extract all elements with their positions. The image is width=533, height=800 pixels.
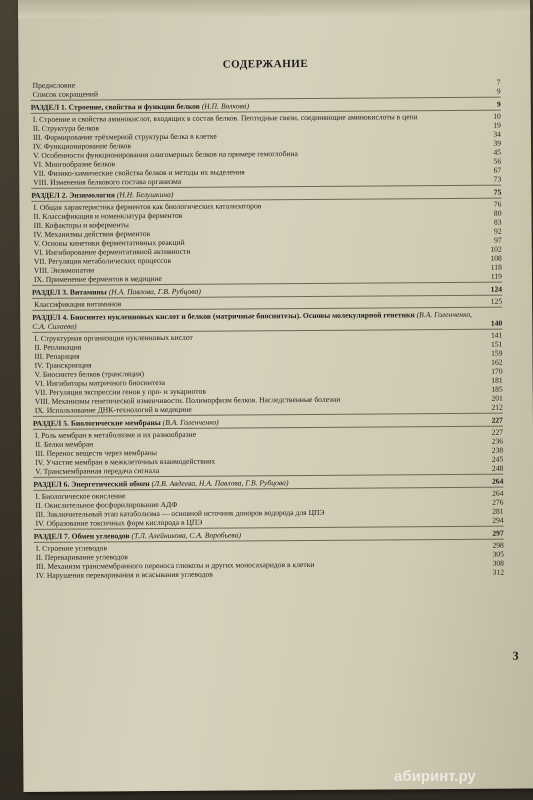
toc-entry-text: V. Основы кинетики ферментативных реакций <box>33 237 185 248</box>
toc-entry-page: 39 <box>493 138 502 148</box>
toc-entry-page: 162 <box>491 357 503 367</box>
toc-entry-page: 108 <box>490 253 502 263</box>
toc-entry-page: 227 <box>491 427 504 437</box>
page-number: 3 <box>512 648 519 663</box>
toc-entry-text: III. Формирование трёхмерной структуры белка в клетке <box>32 131 217 142</box>
toc-sections <box>31 97 504 580</box>
toc-entry-page: 83 <box>493 217 502 227</box>
toc-entry-text: VI. Ингибиторы матричного биосинтеза <box>34 377 166 388</box>
toc-entry-text: Список сокращений <box>32 89 99 99</box>
toc-entry-text: II. Окислительное фосфорилирование АДФ <box>35 499 178 510</box>
toc-entry-text: VII. Регуляция экспрессии генов у про- и эукариотов <box>34 386 206 397</box>
section-page: 140 <box>490 318 503 328</box>
toc-entry-page: 151 <box>490 339 503 349</box>
section-title: РАЗДЕЛ 6. Энергетический обмен <box>33 479 150 489</box>
section-title: РАЗДЕЛ 3. Витамины <box>32 287 107 297</box>
toc-entry-page: 159 <box>491 348 503 358</box>
toc-entry-page: 119 <box>490 271 502 281</box>
toc-entry-text: IV. Функционирование белков <box>32 141 131 151</box>
section-title: РАЗДЕЛ 2. Энзимология <box>31 190 115 200</box>
toc-entry-page: 245 <box>491 454 504 464</box>
page-edge <box>18 0 530 18</box>
toc-entry-page: 298 <box>492 540 504 550</box>
toc-entry-page: 201 <box>491 393 503 403</box>
toc-entry-text: IV. Транскрипция <box>34 360 92 370</box>
toc-entry-text: VIII. Механизмы генетической изменчивости. Полиморфизм белков. Наследственные болезни <box>34 394 341 406</box>
toc-entry-text: III. Перенос веществ через мембраны <box>35 448 157 458</box>
section-title: РАЗДЕЛ 4. Биосинтез нуклеиновых кислот и белков (матричные биосинтезы). Основы молекулярной генетики <box>32 310 415 322</box>
toc-entry-page: 181 <box>491 375 503 385</box>
section-authors: (В.А. Голенченко) <box>162 417 219 428</box>
section-title: РАЗДЕЛ 7. Обмен углеводов <box>33 531 130 541</box>
toc-entry-text: I. Роль мембран в метаболизме и их разнообразие <box>35 429 197 440</box>
toc-entry-text: IV. Нарушения переваривания и всасывания углеводов <box>35 569 213 580</box>
toc-entry-page: 102 <box>490 244 502 254</box>
toc-entry-page: 125 <box>490 296 503 306</box>
toc-entry-text: VII. Физико-химические свойства белков и методы их выделения <box>33 167 245 178</box>
toc-entry-page: 9 <box>496 86 501 96</box>
toc-entry-text: I. Строение углеводов <box>35 543 108 553</box>
toc-entry-page: 308 <box>492 558 504 568</box>
book-page <box>18 0 533 792</box>
toc-entry-text: VIII. Энзимопатии <box>33 265 95 275</box>
toc-entry <box>34 568 504 580</box>
toc-entry-page: 118 <box>490 262 502 272</box>
section-page: 124 <box>490 284 503 294</box>
toc-entry-text: VII. Регуляция метаболических процессов <box>33 255 172 266</box>
toc-entry-page: 19 <box>493 120 501 130</box>
toc-entry-text: V. Трансмембранная передача сигнала <box>35 466 160 476</box>
toc-entry-text: I. Структурная организация нуклеиновых кислот <box>34 332 193 343</box>
section-page: 227 <box>491 415 503 425</box>
section-title: РАЗДЕЛ 1. Строение, свойства и функции белков <box>30 101 200 112</box>
section-authors: (Л.В. Авдеева, Н.А. Павлова, Г.В. Рубцова) <box>151 478 289 489</box>
section-heading <box>32 310 502 331</box>
toc-entry-text: V. Особенности функционирования олигомерных белков на примере гемоглобина <box>33 149 298 160</box>
section-page: 75 <box>493 187 502 197</box>
toc-entry-text: II. Структура белков <box>32 123 99 133</box>
toc-entry-page: 276 <box>492 497 504 507</box>
table-of-contents <box>30 59 504 580</box>
section-page: 264 <box>491 476 504 486</box>
section-page: 297 <box>492 528 504 538</box>
section-authors: (Т.Л. Алейникова, С.А. Воробьева) <box>131 530 242 541</box>
toc-entry-text: II. Белки мембран <box>35 439 94 449</box>
section-authors: (Н.П. Волкова) <box>201 101 250 111</box>
toc-entry-page: 97 <box>494 235 502 245</box>
toc-entry-text: I. Строение и свойства аминокислот, входящих в состав белков. Пептидные связи, соединяющие аминокислоты в цепи <box>32 112 418 124</box>
toc-entry-page: 305 <box>492 549 504 559</box>
toc-entry-text: IV. Образование токсичных форм кислорода в ЦПЭ <box>35 517 203 528</box>
toc-entry-text: IX. Применение ферментов в медицине <box>33 274 162 284</box>
toc-entry-text: IX. Использование ДНК-технологий в медицине <box>34 404 192 415</box>
section-authors: (В.А. Голенченко, С.А. Силаева) <box>32 309 473 331</box>
section-authors: (Н.А. Павлова, Г.В. Рубцова) <box>108 286 201 297</box>
toc-entry-page: 92 <box>494 226 502 236</box>
toc-entry-page: 294 <box>492 515 504 525</box>
toc-entry-text: II. Переваривание углеводов <box>35 552 128 562</box>
toc-entry-page: 236 <box>491 436 504 446</box>
toc-entry-text: VI. Ингибирование ферментативной активности <box>33 246 191 257</box>
toc-entry-text: III. Кофакторы и коферменты <box>33 220 129 230</box>
toc-entry-text: I. Общая характеристика ферментов как биологических катализаторов <box>33 201 262 212</box>
toc-entry-text: III. Репарация <box>34 351 80 361</box>
toc-entry-text: Классификация витаминов <box>34 299 122 309</box>
toc-entry-text: III. Механизм трансмембранного переноса глюкозы и других моносахаридов в клетки <box>35 559 315 571</box>
toc-entry-text: IV. Механизмы действия ферментов <box>33 229 151 239</box>
toc-entry-page: 45 <box>493 147 502 157</box>
toc-entry-page: 281 <box>492 506 504 516</box>
toc-entry-text: III. Заключительный этап катаболизма — основной источник доноров водорода для ЦПЭ <box>35 507 325 519</box>
toc-entry-page: 7 <box>496 77 501 87</box>
toc-entry-page: 34 <box>493 129 501 139</box>
toc-entry-page: 56 <box>493 156 502 166</box>
toc-entry-page: 170 <box>491 366 503 376</box>
toc-entry-text: V. Биосинтез белков (трансляция) <box>34 369 145 379</box>
toc-entry-text: VIII. Изменения белкового состава организма <box>33 176 182 187</box>
toc-entry-page: 80 <box>493 208 502 218</box>
toc-entry-text: Предисловие <box>32 80 76 90</box>
section-title: РАЗДЕЛ 5. Биологические мембраны <box>32 418 161 428</box>
toc-entry-text: I. Биологическое окисление <box>35 491 126 501</box>
toc-entry-page: 212 <box>491 402 503 412</box>
section-page: 9 <box>496 99 501 109</box>
toc-entry-text: II. Репликация <box>34 342 82 352</box>
toc-entry-page: 141 <box>490 330 503 340</box>
toc-entry-page: 67 <box>493 165 502 175</box>
toc-entry-page: 10 <box>493 111 501 121</box>
toc-entry-page: 73 <box>493 174 502 184</box>
toc-entry-page: 76 <box>493 199 502 209</box>
section-title-wrap <box>32 310 480 331</box>
toc-entry-page: 185 <box>491 384 503 394</box>
toc-entry-text: VI. Многообразие белков <box>33 159 116 169</box>
toc-entry-page: 264 <box>492 488 504 498</box>
toc-entry-page: 248 <box>491 463 504 473</box>
front-matter <box>31 78 501 99</box>
watermark: абиринт.ру <box>394 768 476 785</box>
toc-entry-text: II. Классификация и номенклатура ферментов <box>33 210 183 221</box>
toc-title: СОДЕРЖАНИЕ <box>222 57 309 71</box>
section-authors: (Н.Н. Белушкина) <box>116 189 174 200</box>
toc-entry-page: 312 <box>492 567 505 577</box>
toc-entry-page: 238 <box>491 445 504 455</box>
toc-entry-text: IV. Участие мембран в межклеточных взаимодействиях <box>35 456 216 467</box>
